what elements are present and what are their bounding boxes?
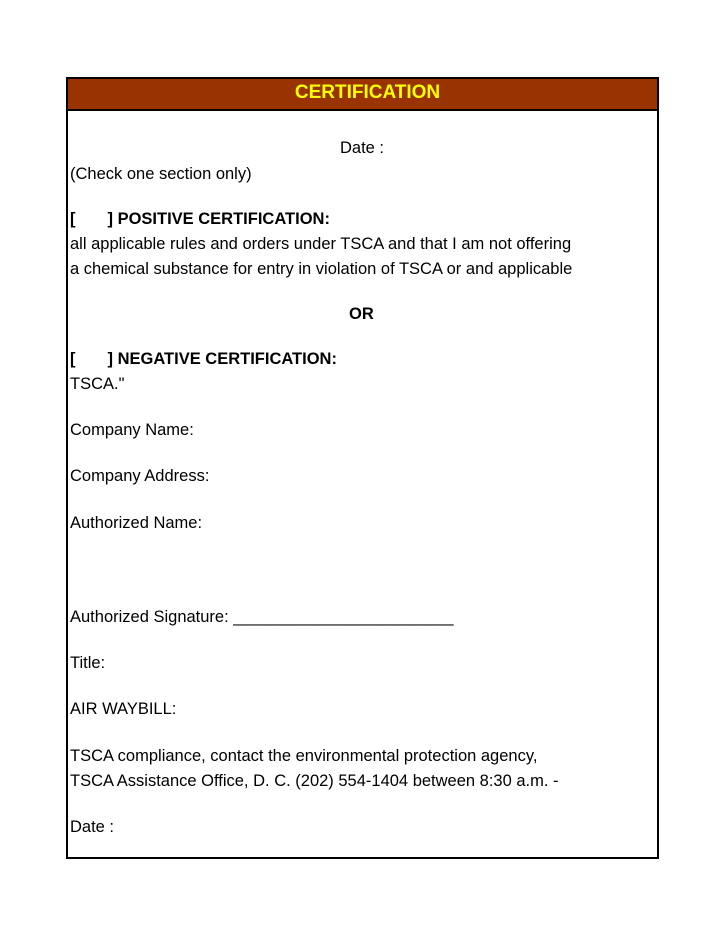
date-label-top: Date : <box>340 139 385 157</box>
compliance-text-line-1: TSCA compliance, contact the environmental protection agency, <box>70 747 538 765</box>
compliance-text-line-2: TSCA Assistance Office, D. C. (202) 554-1404 between 8:30 a.m. - <box>70 772 559 790</box>
authorized-name-field[interactable]: Authorized Name: <box>70 514 203 532</box>
or-separator: OR <box>349 305 374 323</box>
positive-certification-label: ] POSITIVE CERTIFICATION: <box>107 210 330 228</box>
title-field[interactable]: Title: <box>70 654 106 672</box>
company-address-field[interactable]: Company Address: <box>70 467 210 485</box>
header-bar <box>68 79 657 111</box>
negative-checkbox-bracket[interactable]: [ <box>70 350 76 368</box>
authorized-signature-field[interactable]: Authorized Signature: ________________________ <box>70 608 454 626</box>
certification-form <box>66 77 659 859</box>
positive-checkbox-bracket[interactable]: [ <box>70 210 76 228</box>
positive-certification-row <box>70 209 330 229</box>
negative-text-line-1: TSCA." <box>70 375 125 393</box>
negative-certification-label: ] NEGATIVE CERTIFICATION: <box>107 350 337 368</box>
company-name-field[interactable]: Company Name: <box>70 421 194 439</box>
air-waybill-field[interactable]: AIR WAYBILL: <box>70 700 177 718</box>
instruction-text: (Check one section only) <box>70 165 252 183</box>
date-label-bottom[interactable]: Date : <box>70 818 115 836</box>
negative-certification-row <box>70 349 337 369</box>
positive-text-line-2: a chemical substance for entry in violation of TSCA or and applicable <box>70 260 573 278</box>
positive-text-line-1: all applicable rules and orders under TSCA and that I am not offering <box>70 235 572 253</box>
page-title: CERTIFICATION <box>294 82 441 103</box>
